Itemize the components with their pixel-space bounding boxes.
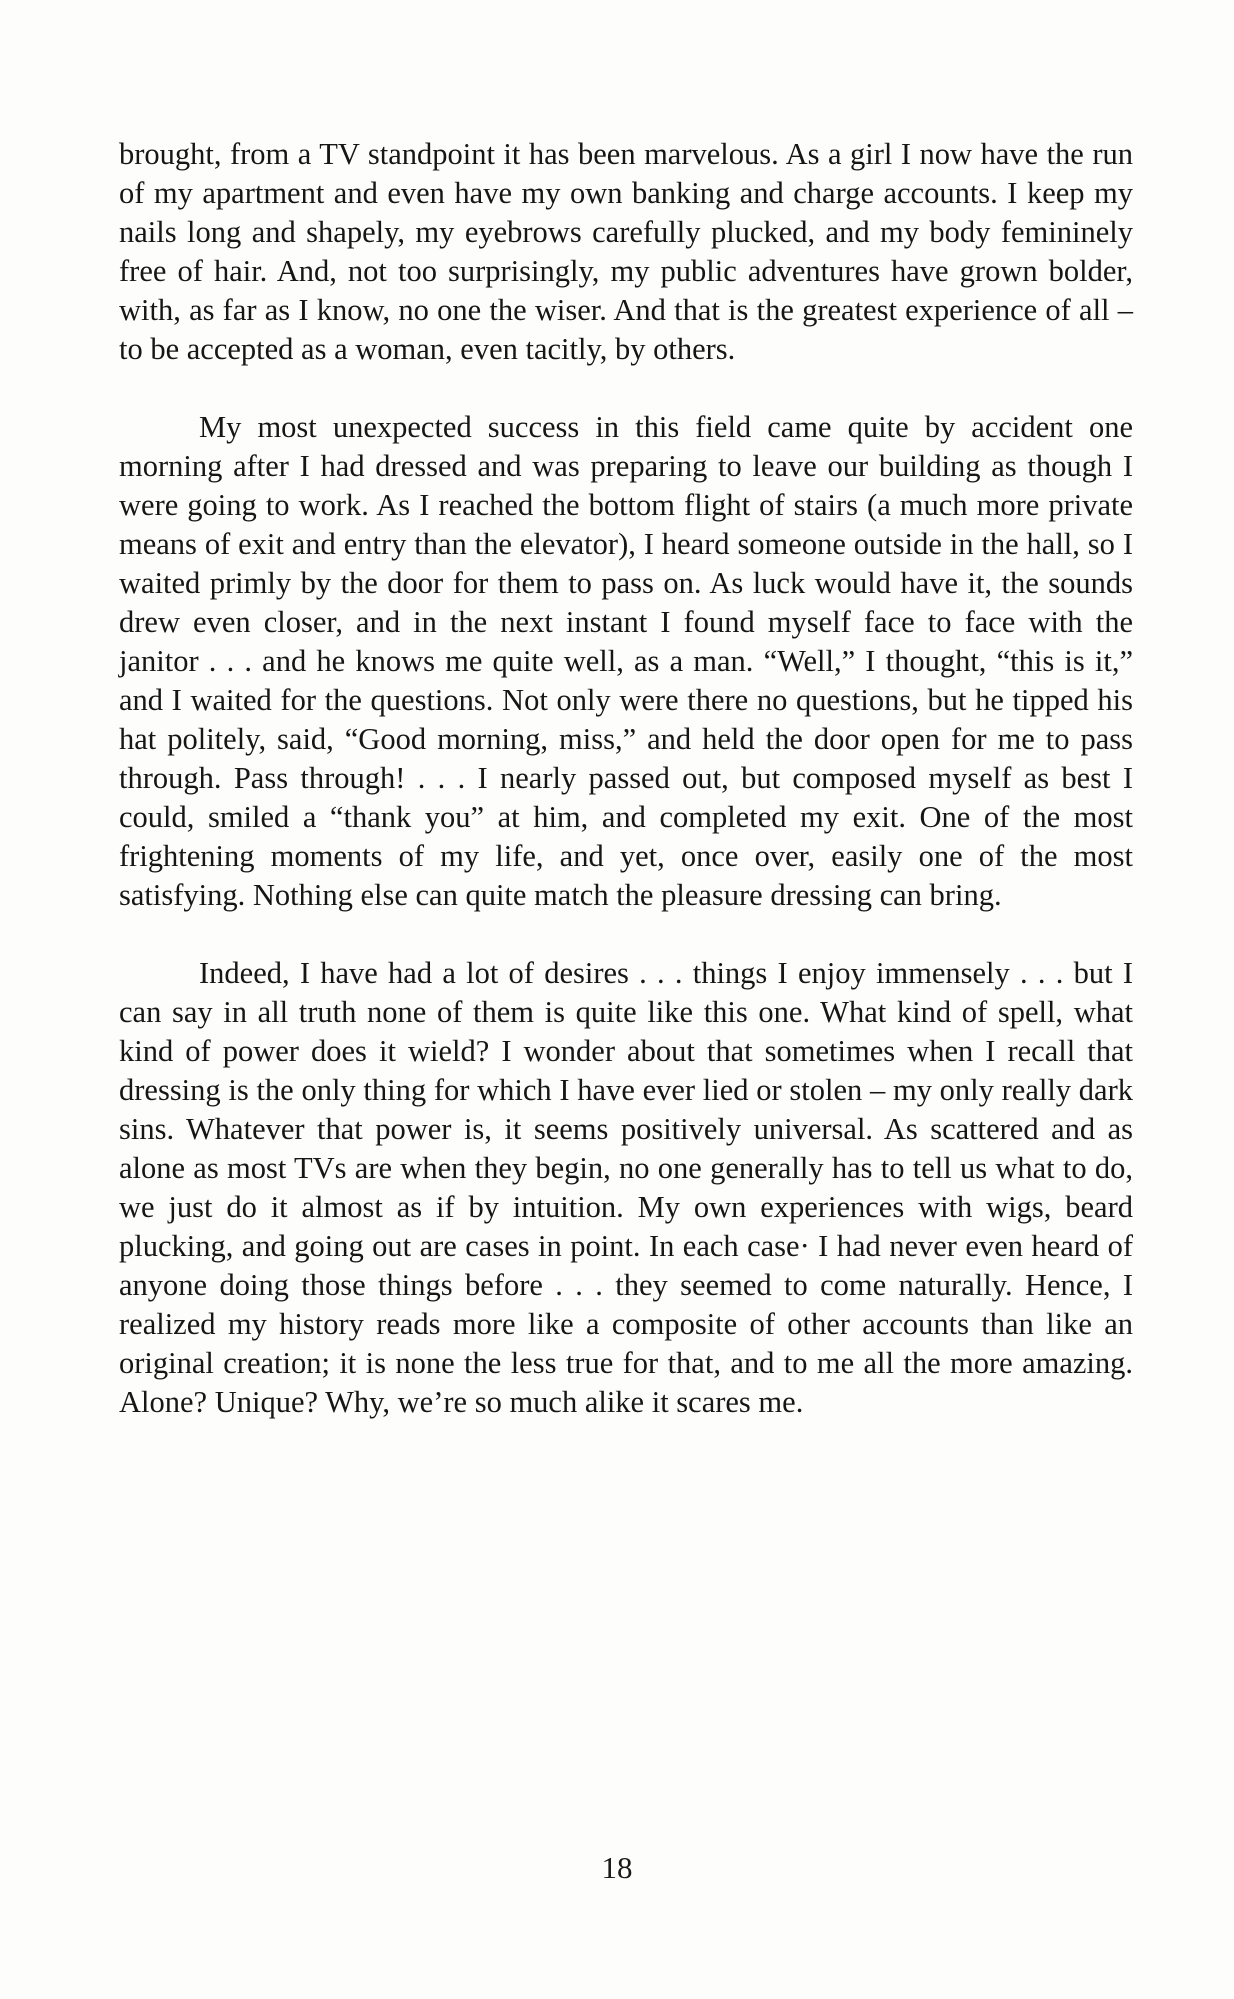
- page-number: 18: [601, 1850, 633, 1885]
- paragraph-gap: [119, 915, 1133, 954]
- paragraph-desires: Indeed, I have had a lot of desires . . . things I enjoy immensely . . . but I can say in all truth none of them is quite like this one. What kind of spell, what kind of power does it wield? I wonder about that sometimes when I recall that dressing is the only thing for which I have ever lied or stolen – my only really dark sins. Whatever that power is, it seems positively universal. As scattered and as alone as most TVs are when they begin, no one generally has to tell us what to do, we just do it almost as if by intuition. My own experiences with wigs, beard plucking, and going out are cases in point. In each case· I had never even heard of anyone doing those things before . . . they seemed to come naturally. Hence, I realized my history reads more like a composite of other accounts than like an original creation; it is none the less true for that, and to me all the more amazing. Alone? Unique? Why, we’re so much alike it scares me.: [119, 956, 1133, 1419]
- paragraph-janitor-encounter: My most unexpected success in this field came quite by accident one morning after I had dressed and was preparing to leave our building as though I were going to work. As I reached the bottom flight of stairs (a much more private means of exit and entry than the elevator), I heard someone outside in the hall, so I waited primly by the door for them to pass on. As luck would have it, the sounds drew even closer, and in the next instant I found myself face to face with the janitor . . . and he knows me quite well, as a man. “Well,” I thought, “this is it,” and I waited for the questions. Not only were there no questions, but he tipped his hat politely, said, “Good morning, miss,” and held the door open for me to pass through. Pass through! . . . I nearly passed out, but composed myself as best I could, smiled a “thank you” at him, and completed my exit. One of the most frightening moments of my life, and yet, once over, easily one of the most satisfying. Nothing else can quite match the pleasure dressing can bring.: [119, 410, 1133, 912]
- body-text: [119, 135, 1133, 1422]
- paragraph-continuation: brought, from a TV standpoint it has been marvelous. As a girl I now have the run of my apartment and even have my own banking and charge accounts. I keep my nails long and shapely, my eyebrows carefully plucked, and my body femininely free of hair. And, not too surprisingly, my public adventures have grown bolder, with, as far as I know, no one the wiser. And that is the greatest experience of all – to be accepted as a woman, even tacitly, by others.: [119, 137, 1133, 366]
- paragraph-gap: [119, 369, 1133, 408]
